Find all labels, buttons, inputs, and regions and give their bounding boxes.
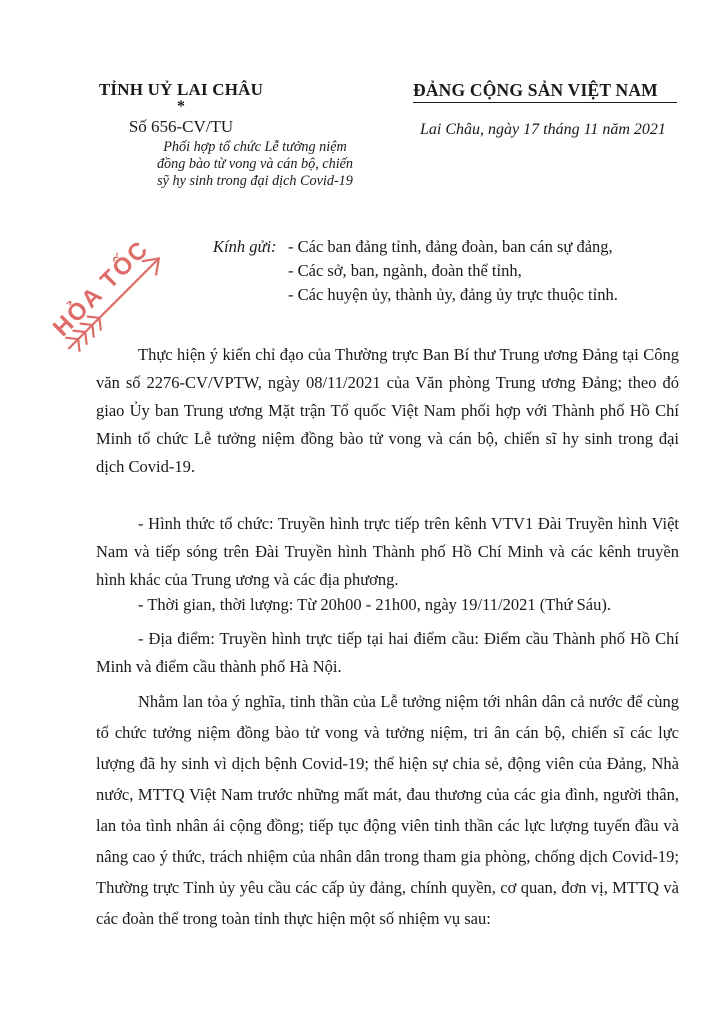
place-date: Lai Châu, ngày 17 tháng 11 năm 2021: [420, 121, 666, 138]
recipient-item: - Các huyện ủy, thành ủy, đảng ủy trực thuộc tỉnh.: [288, 285, 618, 304]
body-paragraph-intro: Thực hiện ý kiến chỉ đạo của Thường trực Ban Bí thư Trung ương Đảng tại Công văn số 2276-CV/VPTW, ngày 08/11/2021 của Văn phòng Trung ương Đảng; theo đó giao Ủy ban Trung ương Mặt trận Tổ quốc Việt Nam phối hợp với Thành phố Hồ Chí Minh tổ chức Lễ tưởng niệm đồng bào tử vong và cán bộ, chiến sĩ hy sinh trong đại dịch Covid-19.: [96, 345, 679, 476]
stamp-text: HỎA TỐC: [47, 235, 155, 342]
party-name: ĐẢNG CỘNG SẢN VIỆT NAM: [413, 80, 658, 100]
recipient-item: - Các ban đảng tỉnh, đảng đoàn, ban cán sự đảng,: [288, 237, 613, 256]
document-number: Số 656-CV/TU: [128, 117, 234, 136]
party-underline: [413, 102, 677, 103]
body-paragraph-time: - Thời gian, thời lượng: Từ 20h00 - 21h00, ngày 19/11/2021 (Thứ Sáu).: [138, 595, 611, 614]
header-star: *: [177, 98, 185, 115]
recipient-item: - Các sở, ban, ngành, đoàn thể tỉnh,: [288, 261, 522, 280]
document-abstract: Phối hợp tổ chức Lễ tưởng niệm đồng bào từ vong và cán bộ, chiến sỹ hy sinh trong đại dịch Covid-19: [156, 139, 354, 189]
issuing-organization: TỈNH UỶ LAI CHÂU: [98, 80, 264, 99]
body-paragraph-format: - Hình thức tổ chức: Truyền hình trực tiếp trên kênh VTV1 Đài Truyền hình Việt Nam và tiếp sóng trên Đài Truyền hình Thành phố Hồ Chí Minh và các kênh truyền hình khác của Trung ương và các địa phương.: [96, 514, 679, 589]
recipients-label: Kính gửi:: [213, 237, 277, 256]
body-paragraph-location: - Địa điểm: Truyền hình trực tiếp tại hai điểm cầu: Điểm cầu Thành phố Hồ Chí Minh và điểm cầu thành phố Hà Nội.: [96, 629, 679, 676]
body-paragraph-purpose: Nhằm lan tỏa ý nghĩa, tinh thần của Lễ tưởng niệm tới nhân dân cả nước để cùng tổ chức tưởng niệm đồng bào tử vong và tưởng niệm, tri ân cán bộ, chiến sĩ các lực lượng đã hy sinh vì dịch bệnh Covid-19; thể hiện sự chia sẻ, động viên của Đảng, Nhà nước, MTTQ Việt Nam trước những mất mát, đau thương của các gia đình, người thân, lan tỏa tình nhân ái cộng đồng; tiếp tục động viên tinh thần các lực lượng tuyến đầu và nâng cao ý thức, trách nhiệm của nhân dân trong tham gia phòng, chống dịch Covid-19; Thường trực Tỉnh ủy yêu cầu các cấp ủy đảng, chính quyền, cơ quan, đơn vị, MTTQ và các đoàn thể trong toàn tỉnh thực hiện một số nhiệm vụ sau:: [96, 692, 679, 928]
